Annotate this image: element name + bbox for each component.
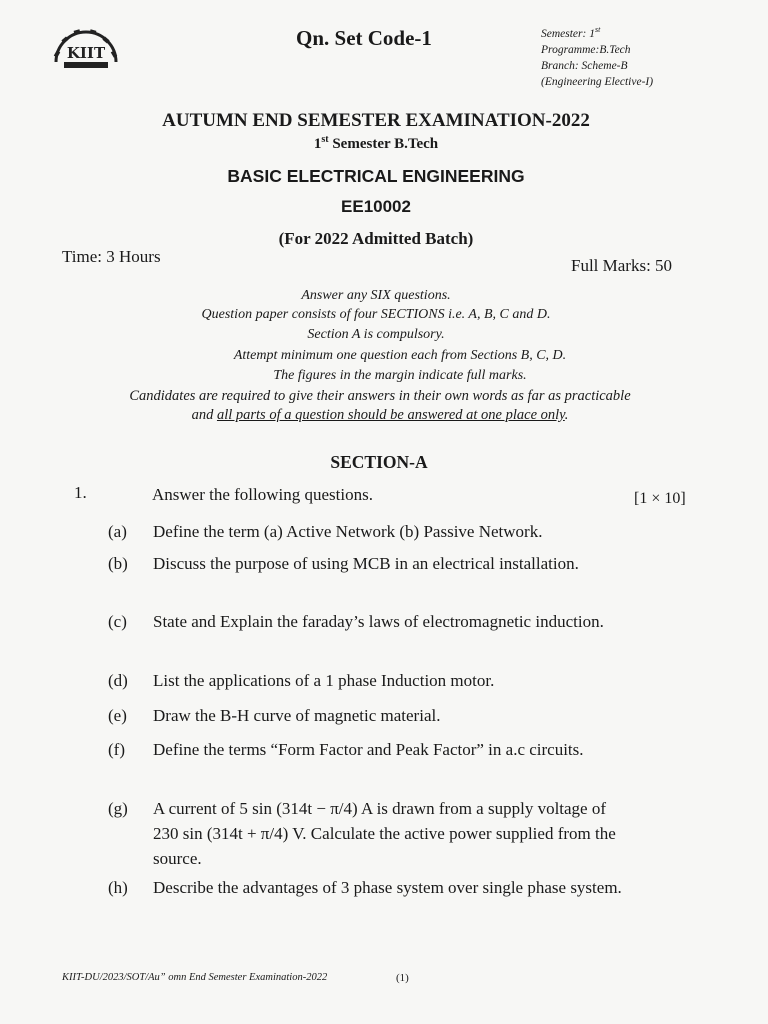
meta-elective: (Engineering Elective-I) xyxy=(541,75,654,88)
item-text: List the applications of a 1 phase Induction motor. xyxy=(153,671,495,690)
item-label: (a) xyxy=(108,522,127,541)
item-text: Draw the B-H curve of magnetic material. xyxy=(153,706,441,725)
item-label: (f) xyxy=(108,740,125,759)
question-text: Answer the following questions. xyxy=(152,485,373,504)
kiit-logo xyxy=(48,22,124,74)
question-marks: [1 × 10] xyxy=(634,490,686,507)
subject-title: BASIC ELECTRICAL ENGINEERING xyxy=(227,166,525,186)
batch-line: (For 2022 Admitted Batch) xyxy=(278,229,474,248)
section-heading: SECTION-A xyxy=(330,452,428,472)
item-text: Define the terms “Form Factor and Peak Factor” in a.c circuits. xyxy=(153,740,584,759)
set-code: Qn. Set Code-1 xyxy=(296,26,432,50)
instruction-line: and all parts of a question should be answered at one place only. xyxy=(191,407,569,423)
item-text: Describe the advantages of 3 phase system over single phase system. xyxy=(153,878,622,897)
meta-programme: Programme:B.Tech xyxy=(541,43,631,56)
subject-code: EE10002 xyxy=(341,197,411,216)
item-text: A current of 5 sin (314t − π/4) A is drawn from a supply voltage of 230 sin (314t + π/4) V. Calculate the active power supplied from the source. xyxy=(153,799,616,868)
item-label: (d) xyxy=(108,671,128,690)
instruction-line: The figures in the margin indicate full marks. xyxy=(273,368,527,383)
item-text: Define the term (a) Active Network (b) Passive Network. xyxy=(153,522,543,541)
item-text: State and Explain the faraday’s laws of electromagnetic induction. xyxy=(153,612,604,631)
time-allowed: Time: 3 Hours xyxy=(62,247,161,266)
exam-title: AUTUMN END SEMESTER EXAMINATION-2022 xyxy=(162,110,590,131)
instruction-line: Answer any SIX questions. xyxy=(301,288,451,303)
item-text: Discuss the purpose of using MCB in an electrical installation. xyxy=(153,554,579,573)
item-label: (g) xyxy=(108,799,128,818)
instruction-line: Attempt minimum one question each from Sections B, C, D. xyxy=(233,348,567,363)
instruction-line: Candidates are required to give their answers in their own words as far as practicable xyxy=(129,388,631,404)
item-label: (e) xyxy=(108,706,127,725)
instruction-line: Section A is compulsory. xyxy=(307,327,445,342)
exam-meta xyxy=(541,22,653,90)
logo-text: KIIT xyxy=(66,44,106,62)
footer-text: KIIT-DU/2023/SOT/Au” omn End Semester Examination-2022 xyxy=(62,972,328,983)
question-number: 1. xyxy=(74,483,87,502)
item-label: (c) xyxy=(108,612,127,631)
meta-branch: Branch: Scheme-B xyxy=(541,59,628,72)
instruction-line: Question paper consists of four SECTIONS i.e. A, B, C and D. xyxy=(201,307,551,322)
semester-line: 1st Semester B.Tech xyxy=(313,134,439,152)
item-label: (b) xyxy=(108,554,128,573)
page-number: (1) xyxy=(396,972,409,984)
full-marks: Full Marks: 50 xyxy=(571,256,673,275)
meta-semester: Semester: 1st xyxy=(541,25,601,40)
item-label: (h) xyxy=(108,878,128,897)
